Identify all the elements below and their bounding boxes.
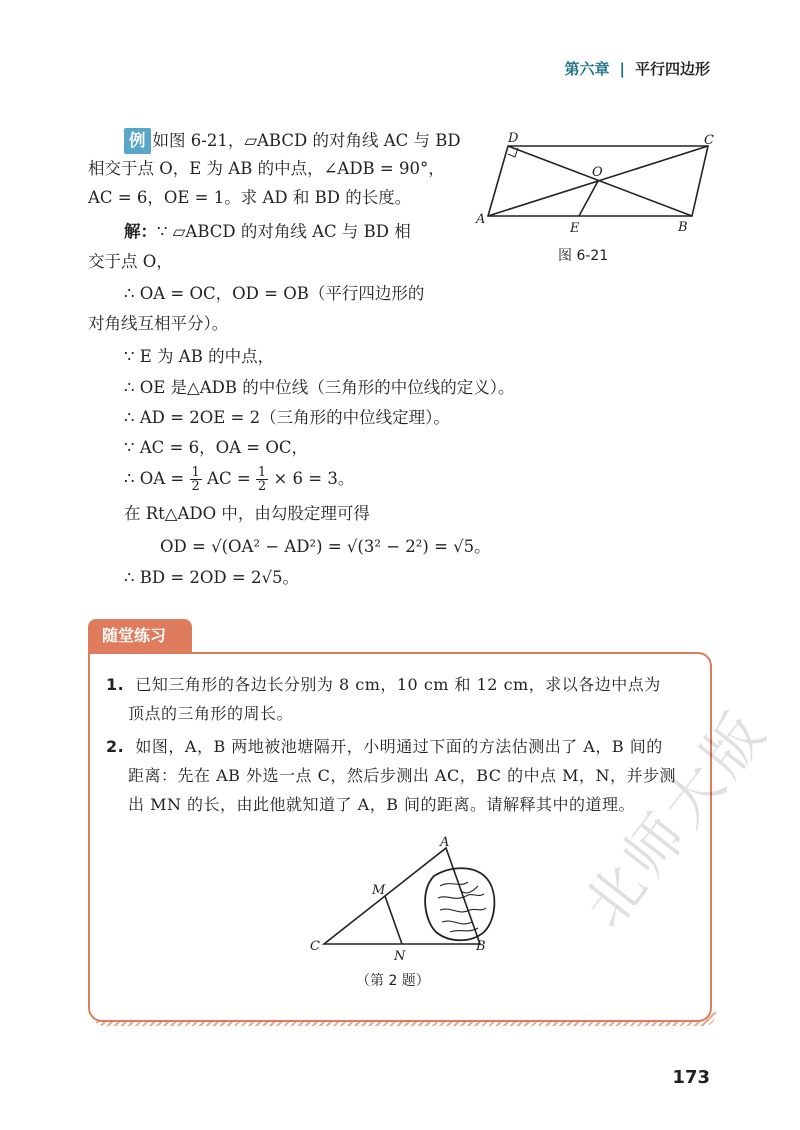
frac-num-1: 1 <box>191 465 200 480</box>
fraction-half-2 <box>256 466 268 493</box>
solution-line-11: OD = √(OA² − AD²) = √(3² − 2²) = √5。 <box>160 537 491 556</box>
solution-label: 解： <box>124 222 157 241</box>
solution-line-4: 对角线互相平分）。 <box>88 314 229 333</box>
solution-line-5: ∵ E 为 AB 的中点， <box>124 347 275 366</box>
practice-title: 随堂练习 <box>88 619 192 653</box>
question-1-line-2: 顶点的三角形的周长。 <box>128 704 294 723</box>
example-text-1: 如图 6-21，▱ABCD 的对角线 AC 与 BD <box>152 131 461 150</box>
label-b: B <box>678 220 688 235</box>
solution-line-12: ∴ BD = 2OD = 2√5。 <box>124 568 299 587</box>
frac-num-2: 1 <box>257 465 267 480</box>
label-c2: C <box>310 939 320 954</box>
solution-line-9 <box>124 466 354 493</box>
chapter-header <box>564 58 710 79</box>
solution-line-6: ∴ OE 是△ADB 的中位线（三角形的中位线的定义）。 <box>124 378 515 397</box>
header-separator: | <box>619 60 625 78</box>
question-2-text-1: 如图，A，B 两地被池塘隔开，小明通过下面的方法估测出了 A，B 间的 <box>135 737 663 756</box>
example-tag: 例 <box>124 128 151 154</box>
solution-line-7: ∴ AD = 2OE = 2（三角形的中位线定理）。 <box>124 408 450 427</box>
example-line-3: AC = 6，OE = 1。求 AD 和 BD 的长度。 <box>88 188 412 207</box>
chapter-title: 平行四边形 <box>634 60 710 78</box>
label-n: N <box>394 949 406 964</box>
question-2-line-1 <box>106 735 663 759</box>
solution-line-8: ∵ AC = 6，OA = OC， <box>124 438 309 457</box>
label-d: D <box>508 131 519 146</box>
solution-line-3: ∴ OA = OC，OD = OB（平行四边形的 <box>124 284 425 303</box>
figure-caption: 图 6-21 <box>558 248 609 264</box>
solution-text-1: ∵ ▱ABCD 的对角线 AC 与 BD 相 <box>157 222 411 241</box>
label-c: C <box>704 133 714 148</box>
frac-den-2: 2 <box>257 479 267 494</box>
label-a: A <box>476 212 486 227</box>
watermark: 北师大版 <box>570 696 782 940</box>
solution-line-2: 交于点 O， <box>88 252 173 271</box>
solution-9c: × 6 = 3。 <box>273 469 355 488</box>
question-2-figure-caption: （第 2 题） <box>356 973 430 989</box>
example-line-2: 相交于点 O，E 为 AB 的中点，∠ADB = 90°， <box>88 159 445 178</box>
solution-line-1 <box>124 220 411 244</box>
solution-9b: AC = <box>207 469 256 488</box>
question-1-text-1: 已知三角形的各边长分别为 8 cm，10 cm 和 12 cm，求以各边中点为 <box>135 675 661 694</box>
parallelogram-figure <box>468 128 720 238</box>
pond-waves <box>438 882 486 932</box>
fraction-half-1 <box>190 466 202 493</box>
solution-line-10: 在 Rt△ADO 中，由勾股定理可得 <box>124 504 370 523</box>
label-o: O <box>592 165 603 180</box>
pond-outline <box>425 868 494 940</box>
question-2-line-2: 距离：先在 AB 外选一点 C，然后步测出 AC，BC 的中点 M，N，并步测 <box>128 766 677 785</box>
page-number: 173 <box>672 1067 710 1088</box>
pond-figure <box>300 836 510 966</box>
diagonal-bd <box>508 146 692 216</box>
frac-den-1: 2 <box>191 479 200 494</box>
question-1-line-1 <box>106 673 661 697</box>
question-1-number: 1. <box>106 675 125 694</box>
label-b2: B <box>476 939 486 954</box>
chapter-label: 第六章 <box>564 60 610 78</box>
example-line-1 <box>124 128 461 154</box>
label-m: M <box>372 883 386 898</box>
solution-9a: ∴ OA = <box>124 469 190 488</box>
label-a2: A <box>440 836 450 850</box>
segment-mn <box>385 896 402 944</box>
question-2-line-3: 出 MN 的长，由此他就知道了 A，B 间的距离。请解释其中的道理。 <box>128 795 636 814</box>
label-e: E <box>570 221 580 236</box>
question-2-number: 2. <box>106 737 125 756</box>
triangle-abc <box>324 848 480 944</box>
